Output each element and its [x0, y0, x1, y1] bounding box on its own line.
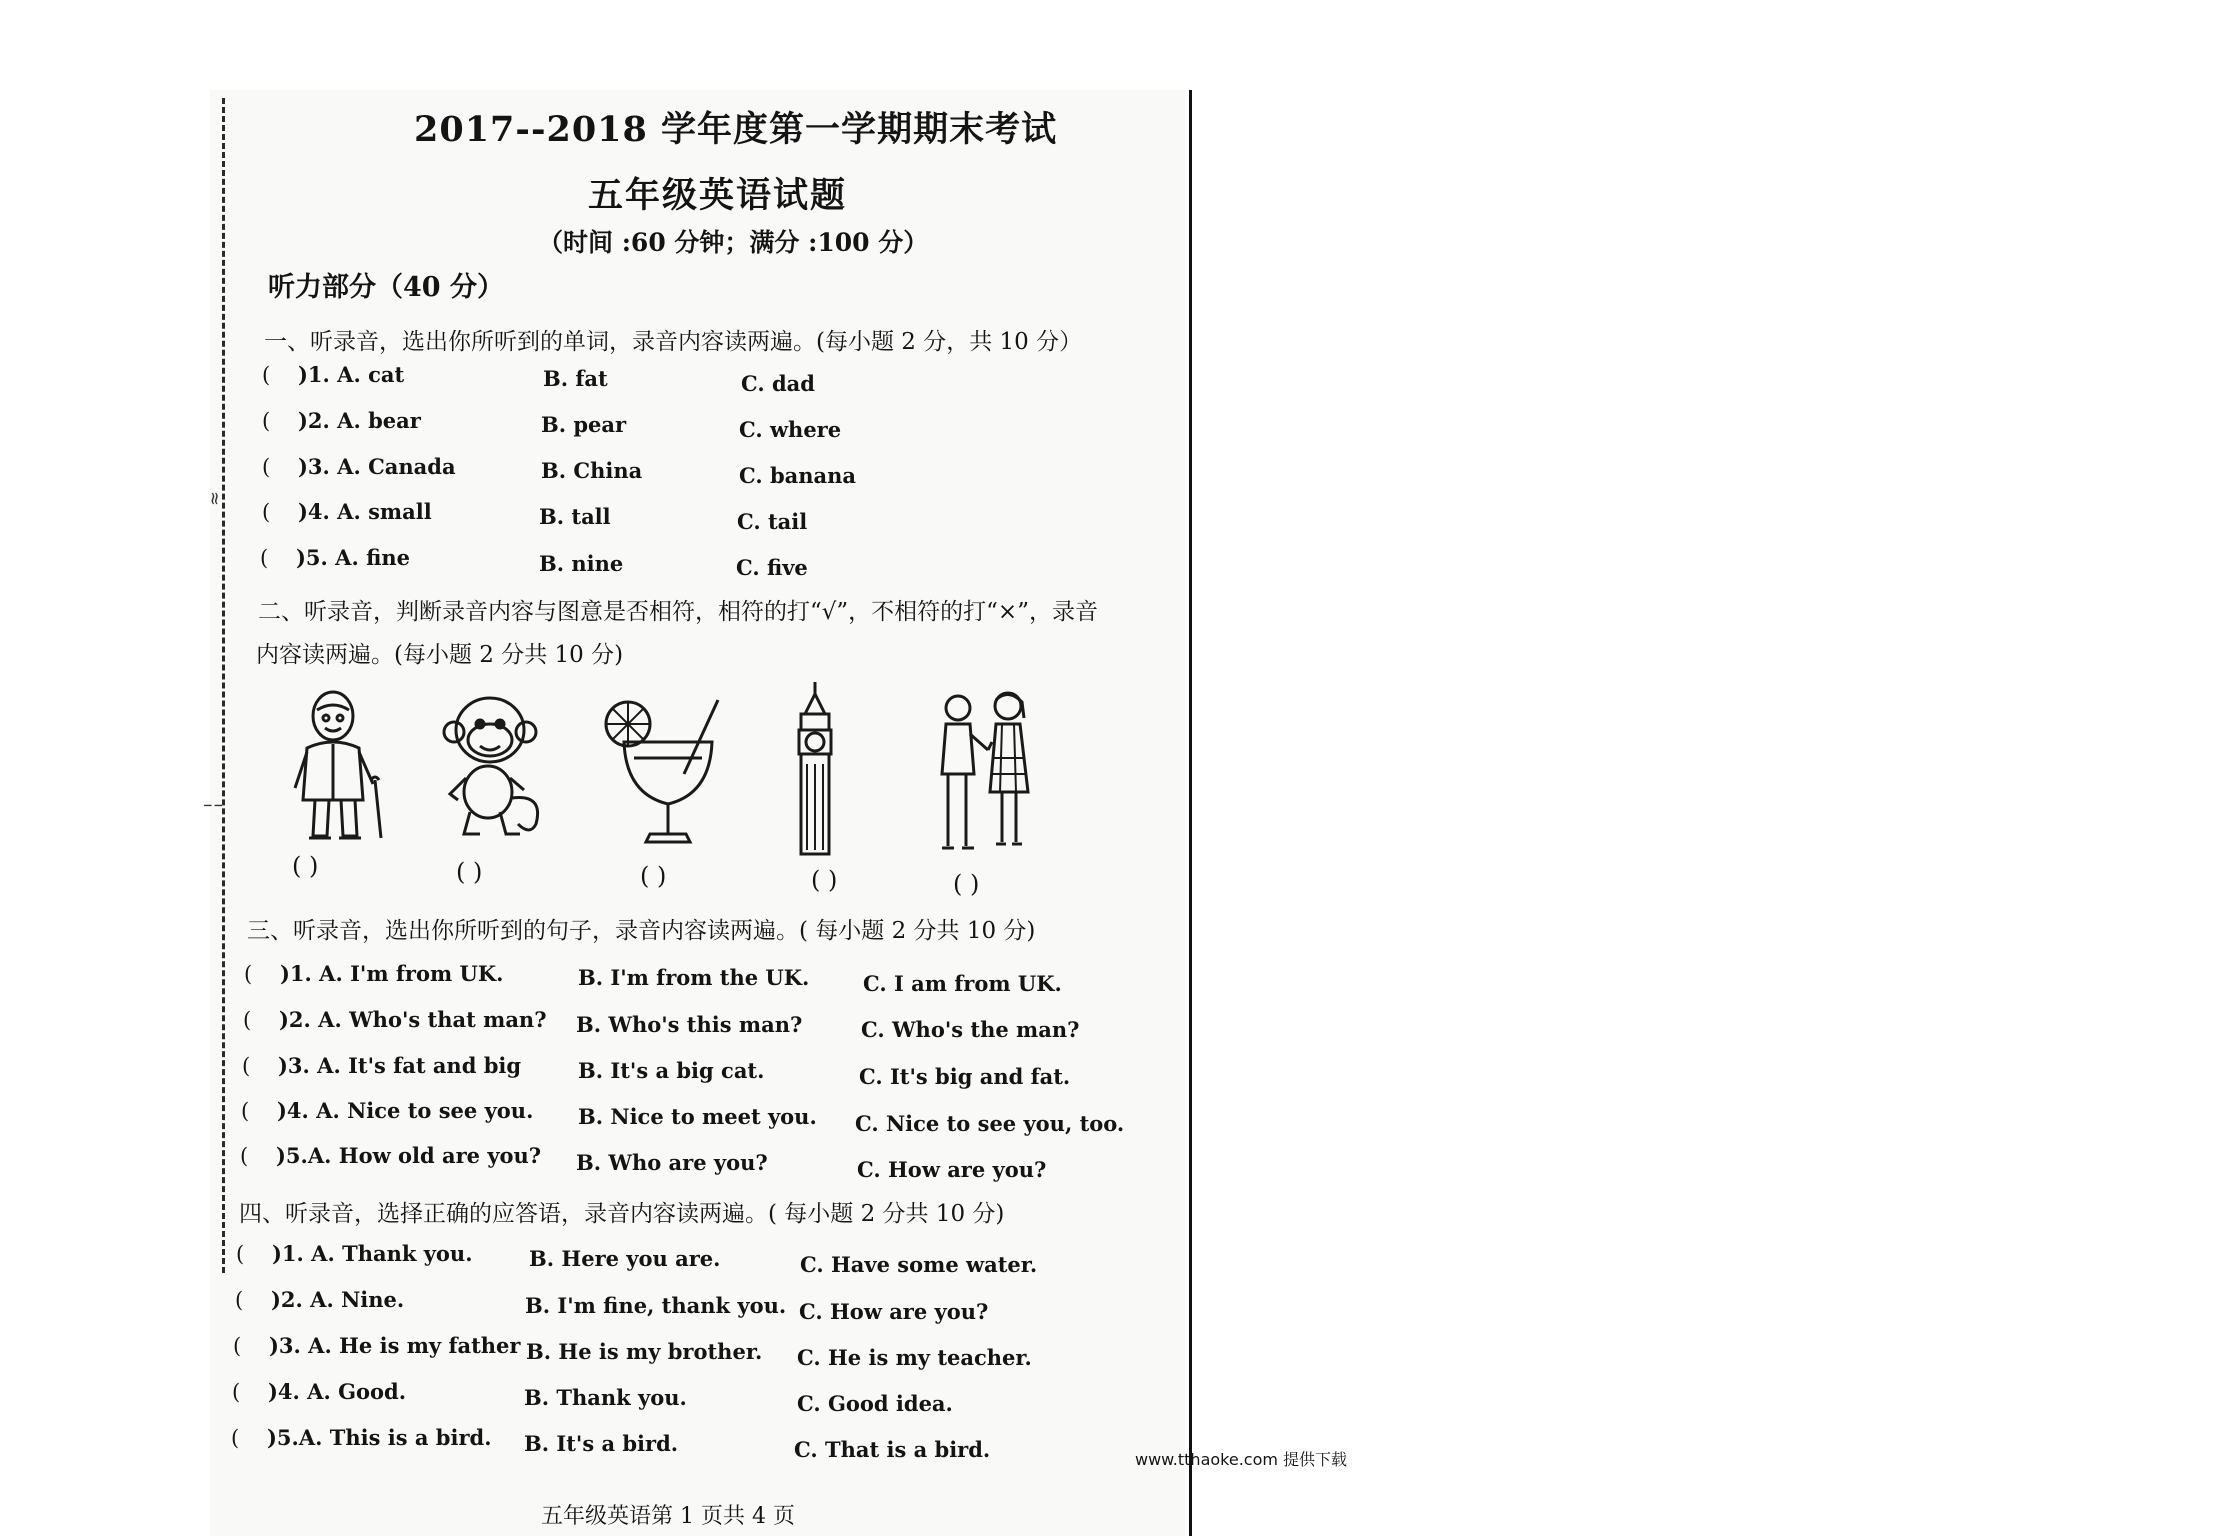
option-c: C. Nice to see you, too.: [855, 1111, 1125, 1136]
option-c: C. dad: [741, 371, 815, 396]
question-row: ( )4. A. Nice to see you.: [241, 1098, 534, 1123]
option-c: C. He is my teacher.: [797, 1345, 1032, 1370]
question-row: ( )5. A. fine: [260, 545, 410, 570]
juice-icon: [600, 694, 730, 854]
option-c: C. I am from UK.: [863, 971, 1062, 996]
option-c: C. How are you?: [857, 1157, 1047, 1182]
question-row: ( )4. A. Good.: [232, 1379, 407, 1404]
option-c: C. That is a bird.: [794, 1437, 991, 1462]
binding-mark: ≈: [204, 490, 226, 507]
option-c: C. where: [739, 417, 842, 442]
option-b: B. Here you are.: [529, 1246, 721, 1271]
question-row: ( )4. A. small: [262, 499, 432, 524]
option-b: B. It's a big cat.: [578, 1058, 765, 1083]
exam-title: 2017--2018 学年度第一学期期末考试: [414, 109, 1058, 150]
option-b: B. Who are you?: [576, 1150, 768, 1175]
boy-girl-handshake-icon: [930, 688, 1040, 858]
picture-row: [270, 680, 1050, 910]
answer-paren: ( ): [640, 862, 667, 890]
option-c: C. banana: [739, 463, 857, 488]
option-b: B. China: [541, 458, 643, 483]
section-2-instruction-cont: 内容读两遍。(每小题 2 分共 10 分): [256, 642, 624, 668]
option-b: B. Thank you.: [524, 1385, 687, 1410]
option-c: C. five: [736, 555, 808, 580]
listening-title: 听力部分（40 分）: [268, 272, 504, 303]
question-row: ( )2. A. Who's that man?: [243, 1007, 547, 1032]
big-ben-icon: [785, 680, 845, 860]
option-c: C. It's big and fat.: [859, 1064, 1071, 1089]
section-1-instruction: 一、听录音，选出你所听到的单词，录音内容读两遍。(每小题 2 分，共 10 分）: [264, 329, 1083, 355]
answer-paren: ( ): [811, 866, 838, 894]
question-row: ( )3. A. It's fat and big: [242, 1053, 522, 1078]
option-b: B. It's a bird.: [524, 1431, 679, 1456]
option-b: B. I'm from the UK.: [578, 965, 810, 990]
question-row: ( )5.A. How old are you?: [240, 1143, 542, 1168]
option-c: C. tail: [737, 509, 808, 534]
option-b: B. I'm fine, thank you.: [525, 1293, 787, 1318]
option-b: B. Nice to meet you.: [578, 1104, 817, 1129]
section-4-instruction: 四、听录音，选择正确的应答语，录音内容读两遍。( 每小题 2 分共 10 分): [239, 1201, 1005, 1227]
option-c: C. Have some water.: [800, 1252, 1038, 1277]
page-number: 五年级英语第 1 页共 4 页: [541, 1504, 795, 1529]
option-c: C. Who's the man?: [861, 1017, 1080, 1042]
answer-paren: ( ): [292, 852, 319, 880]
option-b: B. nine: [539, 551, 624, 576]
question-row: ( )5.A. This is a bird.: [231, 1425, 492, 1450]
question-row: ( )1. A. I'm from UK.: [244, 961, 504, 986]
grandpa-icon: [285, 688, 395, 848]
section-2-instruction: 二、听录音，判断录音内容与图意是否相符，相符的打“√”，不相符的打“×”，录音: [258, 599, 1098, 625]
binding-line: [222, 98, 225, 1273]
option-b: B. pear: [541, 412, 627, 437]
option-b: B. tall: [539, 504, 611, 529]
question-row: ( )3. A. Canada: [262, 454, 456, 479]
answer-paren: ( ): [953, 870, 980, 898]
option-c: C. Good idea.: [797, 1391, 953, 1416]
question-row: ( )2. A. Nine.: [235, 1287, 405, 1312]
option-c: C. How are you?: [799, 1299, 989, 1324]
monkey-icon: [440, 694, 550, 844]
question-row: ( )1. A. cat: [262, 362, 405, 387]
question-row: ( )1. A. Thank you.: [236, 1241, 473, 1266]
binding-mark: ╎: [201, 800, 223, 811]
download-source: www.tthaoke.com 提供下载: [1135, 1450, 1348, 1469]
option-b: B. He is my brother.: [526, 1339, 763, 1364]
exam-time-score: （时间 :60 分钟；满分 :100 分）: [538, 228, 929, 257]
answer-paren: ( ): [456, 858, 483, 886]
exam-subtitle: 五年级英语试题: [588, 175, 848, 216]
question-row: ( )2. A. bear: [262, 408, 421, 433]
section-3-instruction: 三、听录音，选出你所听到的句子，录音内容读两遍。( 每小题 2 分共 10 分): [247, 918, 1036, 944]
question-row: ( )3. A. He is my father: [233, 1333, 521, 1358]
page-divider: [1189, 90, 1192, 1536]
option-b: B. Who's this man?: [576, 1012, 803, 1037]
option-b: B. fat: [543, 366, 608, 391]
